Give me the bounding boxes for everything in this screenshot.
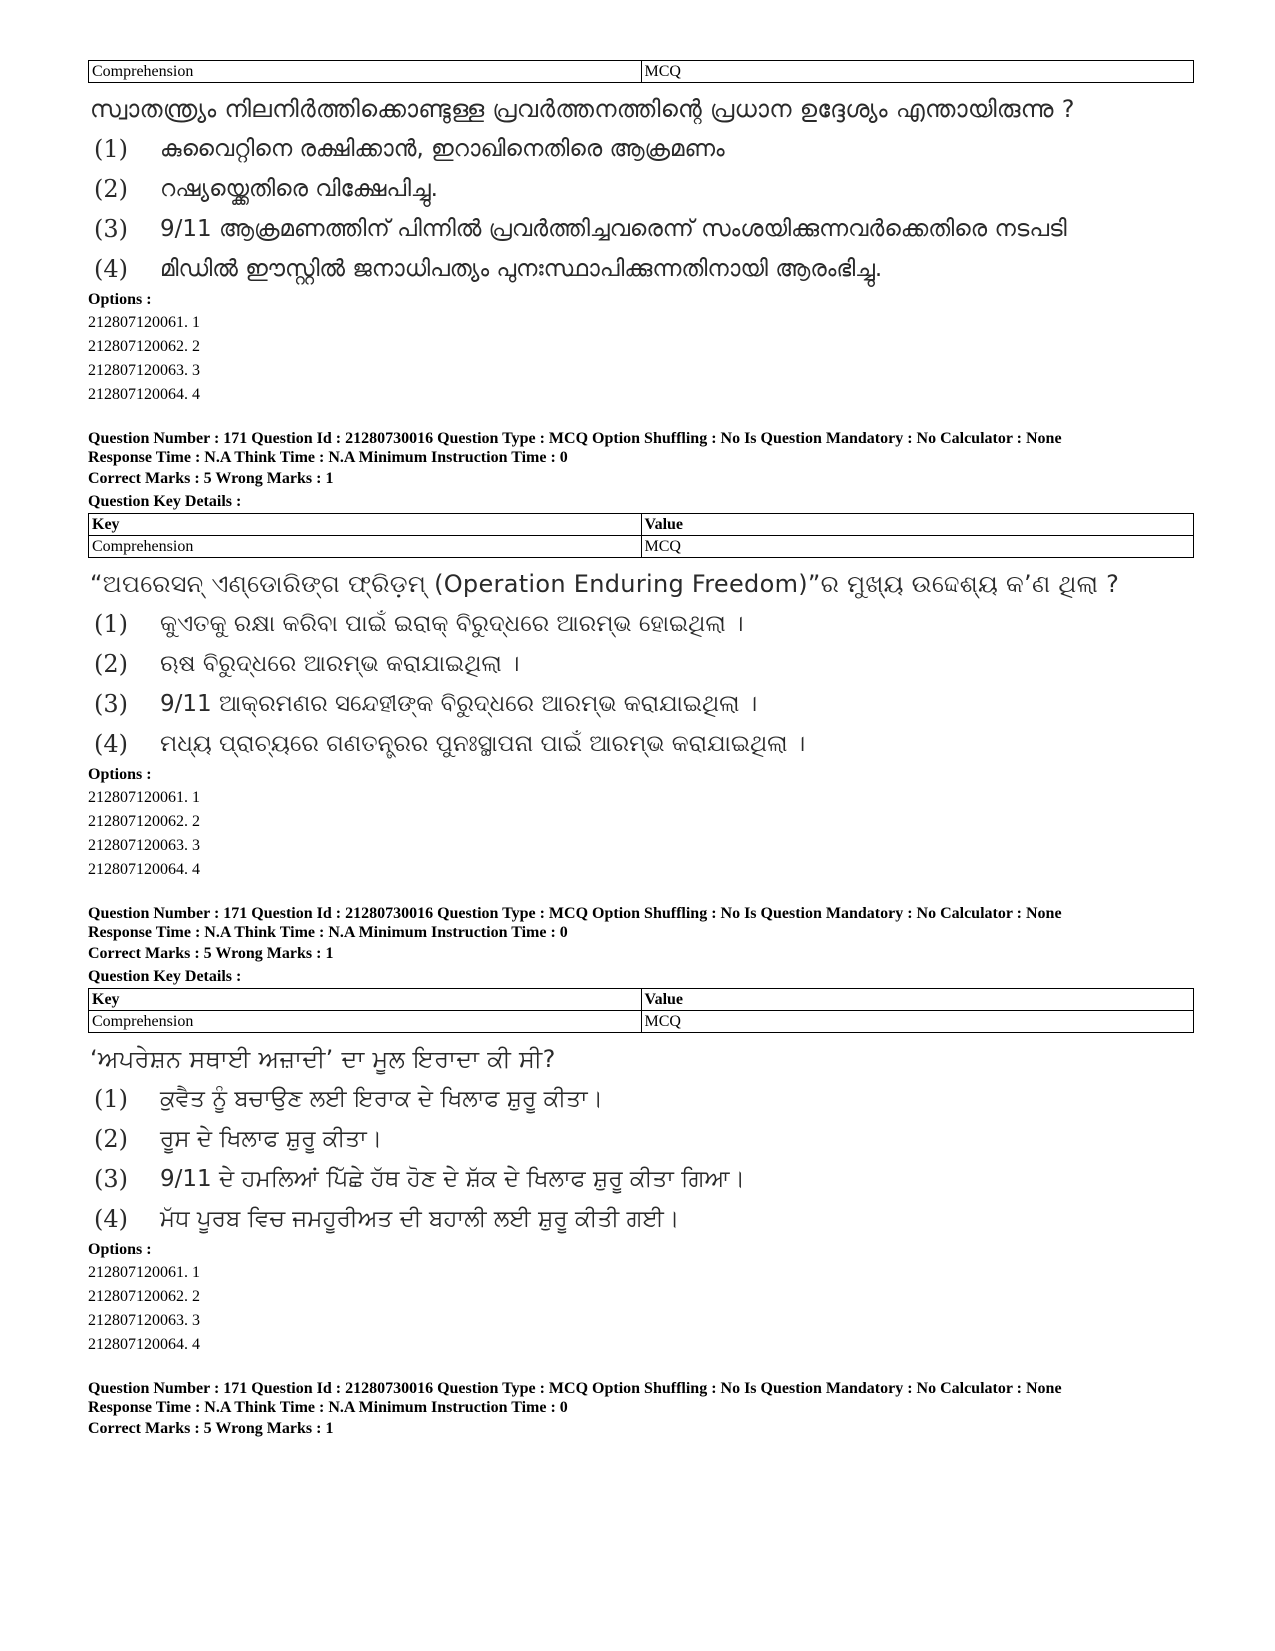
choice-text: ଋଷ ବିରୁଦ୍ଧରେ ଆରମ୍ଭ କରାଯାଇଥିଲା । xyxy=(160,651,520,677)
choice-row xyxy=(94,684,1194,724)
choice-row xyxy=(94,724,1194,764)
key-value-table xyxy=(88,988,1194,1033)
table-header-row xyxy=(89,989,1194,1011)
choice-number: (3) xyxy=(94,215,128,243)
key-details-label: Question Key Details : xyxy=(88,493,242,510)
options-label: Options : xyxy=(88,1241,152,1258)
choice-number: (4) xyxy=(94,730,128,758)
option-id: 212807120063. 3 xyxy=(88,837,200,854)
table-header-value: Value xyxy=(641,514,1194,536)
option-id: 212807120061. 1 xyxy=(88,314,200,331)
option-id: 212807120061. 1 xyxy=(88,1264,200,1281)
choice-number: (3) xyxy=(94,690,128,718)
choice-number: (4) xyxy=(94,1205,128,1233)
question-meta-line: Response Time : N.A Think Time : N.A Minimum Instruction Time : 0 xyxy=(88,449,568,466)
table-header-row xyxy=(89,514,1194,536)
option-id: 212807120064. 4 xyxy=(88,1336,200,1353)
choice-text: മിഡിൽ ഈസ്റ്റിൽ ജനാധിപത്യം പുനഃസ്ഥാപിക്കുന്നതിനായി ആരംഭിച്ചു. xyxy=(160,256,883,282)
document-page xyxy=(88,60,1194,1441)
choice-text: ਰੂਸ ਦੇ ਖਿਲਾਫ ਸ਼ੁਰੂ ਕੀਤਾ। xyxy=(160,1126,383,1152)
marks-line: Correct Marks : 5 Wrong Marks : 1 xyxy=(88,945,334,962)
options-label: Options : xyxy=(88,291,152,308)
table-header-value: Value xyxy=(641,989,1194,1011)
option-id: 212807120063. 3 xyxy=(88,362,200,379)
choice-row xyxy=(94,249,1194,289)
question-meta-line: Question Number : 171 Question Id : 21280730016 Question Type : MCQ Option Shuffling : No Is Question Mandatory : No Calculator : None xyxy=(88,430,1062,447)
key-details-label: Question Key Details : xyxy=(88,968,242,985)
table-row xyxy=(89,61,1194,83)
table-key-cell: Comprehension xyxy=(89,1011,642,1033)
question-meta-line: Response Time : N.A Think Time : N.A Minimum Instruction Time : 0 xyxy=(88,1399,568,1416)
choice-text: 9/11 ଆକ୍ରମଣର ସନ୍ଦେହୀଙ୍କ ବିରୁଦ୍ଧରେ ଆରମ୍ଭ କରାଯାଇଥିଲା । xyxy=(160,691,758,717)
question-meta-line: Question Number : 171 Question Id : 21280730016 Question Type : MCQ Option Shuffling : No Is Question Mandatory : No Calculator : None xyxy=(88,1380,1062,1397)
question-meta-line: Question Number : 171 Question Id : 21280730016 Question Type : MCQ Option Shuffling : No Is Question Mandatory : No Calculator : None xyxy=(88,905,1062,922)
choice-row xyxy=(94,169,1194,209)
question-text: “ଅପରେସନ୍ ଏଣ୍ଡୋରିଙ୍ଗ ଫ୍ରିଡ଼ମ୍ (Operation Enduring Freedom)”ର ମୁଖ୍ୟ ଉଦ୍ଦେଶ୍ୟ କ’ଣ ଥିଲା ? xyxy=(90,570,1120,598)
option-id: 212807120061. 1 xyxy=(88,789,200,806)
option-id: 212807120062. 2 xyxy=(88,1288,200,1305)
choice-row xyxy=(94,1159,1194,1199)
table-key-cell: Comprehension xyxy=(89,61,642,83)
choice-row xyxy=(94,1119,1194,1159)
option-id: 212807120063. 3 xyxy=(88,1312,200,1329)
choice-text: 9/11 ਦੇ ਹਮਲਿਆਂ ਪਿੱਛੇ ਹੱਥ ਹੋਣ ਦੇ ਸ਼ੱਕ ਦੇ ਖਿਲਾਫ ਸ਼ੁਰੂ ਕੀਤਾ ਗਿਆ। xyxy=(160,1166,746,1192)
choice-number: (3) xyxy=(94,1165,128,1193)
key-value-table xyxy=(88,513,1194,558)
question-meta-line: Response Time : N.A Think Time : N.A Minimum Instruction Time : 0 xyxy=(88,924,568,941)
table-row xyxy=(89,536,1194,558)
marks-line: Correct Marks : 5 Wrong Marks : 1 xyxy=(88,470,334,487)
choice-text: କୁଏତକୁ ରକ୍ଷା କରିବା ପାଇଁ ଇରାକ୍ ବିରୁଦ୍ଧରେ ଆରମ୍ଭ ହୋଇଥିଲା । xyxy=(160,611,744,637)
choice-text: ମଧ୍ୟ ପ୍ରାଚ୍ୟରେ ଗଣତନ୍ତ୍ରର ପୁନଃସ୍ଥାପନା ପାଇଁ ଆରମ୍ଭ କରାଯାଇଥିଲା । xyxy=(160,731,806,757)
choice-text: 9/11 ആക്രമണത്തിന് പിന്നിൽ പ്രവർത്തിച്ചവരെന്ന് സംശയിക്കുന്നവർക്കെതിരെ നടപടി xyxy=(160,216,1067,242)
choice-row xyxy=(94,1199,1194,1239)
choice-text: ਕੁਵੈਤ ਨੂੰ ਬਚਾਉਣ ਲਈ ਇਰਾਕ ਦੇ ਖਿਲਾਫ ਸ਼ੁਰੂ ਕੀਤਾ। xyxy=(160,1086,604,1112)
choice-number: (1) xyxy=(94,135,128,163)
choice-row xyxy=(94,644,1194,684)
option-id: 212807120064. 4 xyxy=(88,386,200,403)
choice-number: (4) xyxy=(94,255,128,283)
question-text: സ്വാതന്ത്ര്യം നിലനിർത്തിക്കൊണ്ടുള്ള പ്രവർത്തനത്തിന്റെ പ്രധാന ഉദ്ദേശ്യം എന്തായിരുന്നു ? xyxy=(90,95,1075,123)
key-value-table xyxy=(88,60,1194,83)
choice-row xyxy=(94,1079,1194,1119)
choice-number: (2) xyxy=(94,1125,128,1153)
question-text: ‘ਅਪਰੇਸ਼ਨ ਸਥਾਈ ਅਜ਼ਾਦੀ’ ਦਾ ਮੂਲ ਇਰਾਦਾ ਕੀ ਸੀ? xyxy=(90,1045,556,1073)
table-header-key: Key xyxy=(89,989,642,1011)
options-label: Options : xyxy=(88,766,152,783)
option-id: 212807120062. 2 xyxy=(88,813,200,830)
table-value-cell: MCQ xyxy=(641,61,1194,83)
table-value-cell: MCQ xyxy=(641,1011,1194,1033)
choice-text: കുവൈറ്റിനെ രക്ഷിക്കാൻ, ഇറാഖിനെതിരെ ആക്രമണം xyxy=(160,136,725,162)
choice-number: (1) xyxy=(94,610,128,638)
choice-row xyxy=(94,129,1194,169)
marks-line: Correct Marks : 5 Wrong Marks : 1 xyxy=(88,1420,334,1437)
option-id: 212807120064. 4 xyxy=(88,861,200,878)
choice-text: ਮੱਧ ਪੂਰਬ ਵਿਚ ਜਮਹੂਰੀਅਤ ਦੀ ਬਹਾਲੀ ਲਈ ਸ਼ੁਰੂ ਕੀਤੀ ਗਈ। xyxy=(160,1206,680,1232)
table-key-cell: Comprehension xyxy=(89,536,642,558)
table-row xyxy=(89,1011,1194,1033)
table-header-key: Key xyxy=(89,514,642,536)
choice-row xyxy=(94,209,1194,249)
choice-number: (1) xyxy=(94,1085,128,1113)
choice-text: റഷ്യയ്ക്കെതിരെ വിക്ഷേപിച്ചു. xyxy=(160,176,438,202)
choice-number: (2) xyxy=(94,650,128,678)
table-value-cell: MCQ xyxy=(641,536,1194,558)
choice-number: (2) xyxy=(94,175,128,203)
option-id: 212807120062. 2 xyxy=(88,338,200,355)
choice-row xyxy=(94,604,1194,644)
